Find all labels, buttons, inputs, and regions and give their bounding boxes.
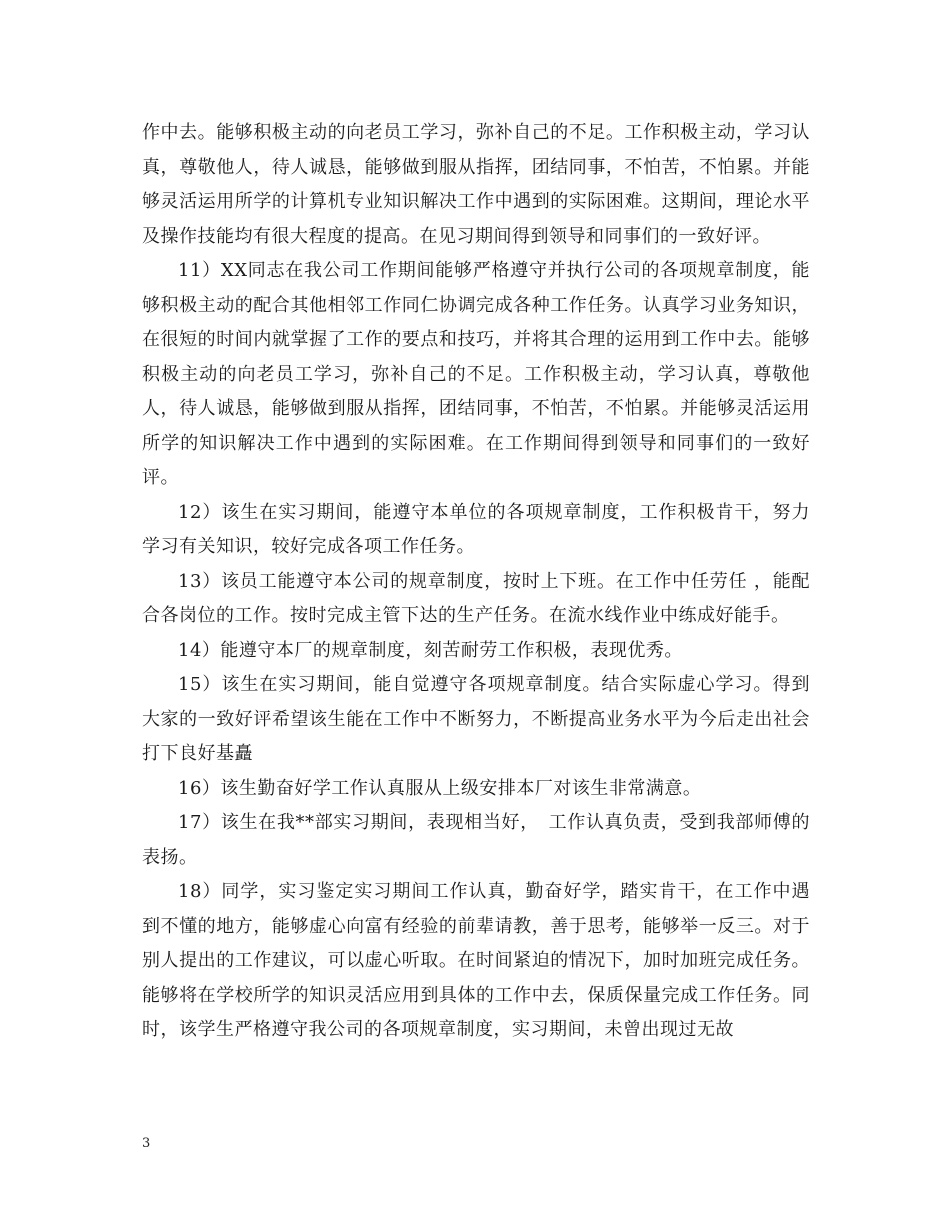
paragraph-item-17: 17）该生在我**部实习期间，表现相当好， 工作认真负责，受到我部师傅的表扬。: [142, 812, 810, 868]
document-body: [142, 116, 810, 1048]
paragraph-item-18: 18）同学，实习鉴定实习期间工作认真，勤奋好学，踏实肯干，在工作中遇到不懂的地方，能够虚心向富有经验的前辈请教，善于思考，能够举一反三。对于别人提出的工作建议，可以虚心听取。在时间紧迫的情况下，加时加班完成任务。能够将在学校所学的知识灵活应用到具体的工作中去，保质保量完成工作任务。同时，该学生严格遵守我公司的各项规章制度，实习期间，未曾出现过无故: [142, 881, 810, 1040]
paragraph-continuation: 作中去。能够积极主动的向老员工学习，弥补自己的不足。工作积极主动，学习认真，尊敬他人，待人诚恳，能够做到服从指挥，团结同事，不怕苦，不怕累。并能够灵活运用所学的计算机专业知识解决工作中遇到的实际困难。这期间，理论水平及操作技能均有很大程度的提高。在见习期间得到领导和同事们的一致好评。: [142, 122, 810, 247]
paragraph-item-11: 11）XX同志在我公司工作期间能够严格遵守并执行公司的各项规章制度，能够积极主动的配合其他相邻工作同仁协调完成各种工作任务。认真学习业务知识，在很短的时间内就掌握了工作的要点和技巧，并将其合理的运用到工作中去。能够积极主动的向老员工学习，弥补自己的不足。工作积极主动，学习认真，尊敬他人，待人诚恳，能够做到服从指挥，团结同事，不怕苦，不怕累。并能够灵活运用所学的知识解决工作中遇到的实际困难。在工作期间得到领导和同事们的一致好评。: [142, 260, 810, 488]
paragraph-item-12: 12）该生在实习期间，能遵守本单位的各项规章制度，工作积极肯干，努力学习有关知识，较好完成各项工作任务。: [142, 501, 810, 557]
paragraph-item-13: 13）该员工能遵守本公司的规章制度，按时上下班。在工作中任劳任 ，能配合各岗位的工作。按时完成主管下达的生产任务。在流水线作业中练成好能手。: [142, 570, 810, 626]
page-number: 3: [142, 1136, 151, 1151]
paragraph-item-16: 16）该生勤奋好学工作认真服从上级安排本厂对该生非常满意。: [178, 777, 702, 799]
paragraph-item-15: 15）该生在实习期间，能自觉遵守各项规章制度。结合实际虚心学习。得到大家的一致好评希望该生能在工作中不断努力，不断提高业务水平为今后走出社会打下良好基矗: [142, 674, 810, 764]
paragraph-item-14: 14）能遵守本厂的规章制度，刻苦耐劳工作积极，表现优秀。: [178, 639, 683, 661]
